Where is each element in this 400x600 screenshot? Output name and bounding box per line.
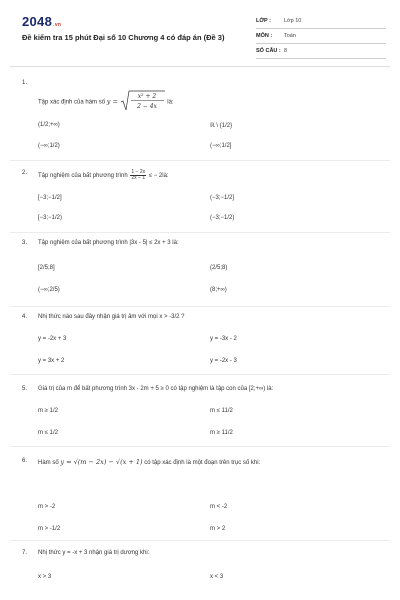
question-number: 2. [22, 170, 28, 176]
question-text [38, 170, 169, 181]
meta-value: Toán [284, 33, 296, 39]
logo[interactable] [22, 14, 61, 29]
option-a[interactable]: m > -2 [38, 504, 56, 510]
option-b[interactable]: m ≤ 11/2 [210, 408, 233, 414]
question-text-main: Tập nghiệm của bất phương trình [38, 173, 128, 180]
question-text-suffix: ≤ − 2là: [148, 173, 169, 180]
option-c[interactable]: [−3;−1/2) [38, 215, 63, 221]
question-divider [10, 306, 390, 307]
option-a[interactable]: [−3;−1/2] [38, 195, 62, 201]
question-text [38, 458, 260, 466]
question-divider [10, 446, 390, 447]
option-b[interactable]: y = -3x - 2 [210, 336, 237, 342]
question-number: 7. [22, 550, 28, 556]
question-number: 5. [22, 386, 28, 392]
question-number: 6. [22, 458, 28, 464]
question-text [38, 90, 174, 114]
option-b[interactable]: (−3;−1/2] [210, 195, 235, 201]
option-c[interactable]: y = 3x + 2 [38, 358, 65, 364]
question-divider [10, 374, 390, 375]
option-a[interactable]: (1/2;+∞) [38, 122, 60, 128]
question-number: 4. [22, 314, 28, 320]
question-text: Nhị thức nào sau đây nhận giá trị âm với mọi x > -3/2 ? [38, 314, 185, 320]
option-d[interactable]: (−3;−1/2) [210, 215, 235, 221]
option-b[interactable]: m < -2 [210, 504, 228, 510]
question-text: Giá trị của m để bất phương trình 3x - 2m + 5 ≥ 0 có tập nghiệm là tập con của [2;+∞) là: [38, 386, 274, 392]
question-divider [10, 232, 390, 233]
formula-lhs: y = [106, 97, 118, 106]
option-a[interactable]: m ≥ 1/2 [38, 408, 58, 414]
sqrt-formula [120, 90, 166, 114]
meta-label: SỐ CÂU : [256, 48, 281, 54]
question-divider [10, 160, 390, 161]
question-text-prefix: Tập xác định của hàm số [38, 99, 106, 106]
option-a[interactable]: x > 3 [38, 574, 52, 580]
option-a[interactable]: y = -2x + 3 [38, 336, 67, 342]
question-text-suffix: có tập xác định là một đoạn trên trục số khi: [144, 460, 261, 466]
meta-value: Lớp 10 [284, 18, 302, 24]
question-text-prefix: Hàm số [38, 460, 59, 466]
option-c[interactable]: m > -1/2 [38, 526, 61, 532]
logo-suffix: .vn [53, 22, 62, 28]
formula: y = √(m − 2x) − √(x + 1) [60, 458, 143, 466]
option-c[interactable]: m ≤ 1/2 [38, 430, 58, 436]
option-c[interactable]: (−∞;2/5) [38, 287, 60, 293]
question-text-suffix: là: [167, 99, 174, 106]
option-b[interactable]: ℝ \ {1/2} [210, 123, 233, 129]
header-divider [10, 66, 390, 67]
option-d[interactable]: (−∞;1/2] [210, 143, 232, 149]
option-c[interactable]: (−∞;1/2) [38, 143, 60, 149]
option-d[interactable]: y = -2x - 3 [210, 358, 237, 364]
meta-row-count [256, 44, 386, 59]
option-d[interactable]: m ≥ 11/2 [210, 430, 233, 436]
option-d[interactable]: (8;+∞) [210, 287, 227, 293]
header [0, 0, 400, 62]
sqrt-symbol-icon [120, 90, 166, 112]
option-b[interactable]: x < 3 [210, 574, 224, 580]
document-title: Đề kiểm tra 15 phút Đại số 10 Chương 4 có đáp án (Đề 3) [22, 33, 225, 42]
meta-label: MÔN : [256, 33, 273, 39]
question-divider [10, 540, 390, 541]
option-d[interactable]: m > 2 [210, 526, 226, 532]
question-text: Nhị thức y = -x + 3 nhận giá trị dương khi: [38, 550, 150, 556]
meta-value: 8 [284, 48, 288, 54]
meta-row-subject [256, 29, 386, 44]
question-text: Tập nghiệm của bất phương trình |3x - 5| ≤ 2x + 3 là: [38, 240, 179, 246]
logo-main: 2048 [22, 14, 53, 29]
question-number: 1. [22, 80, 28, 86]
option-a[interactable]: [2/5;8] [38, 265, 55, 271]
meta-label: LỚP : [256, 18, 271, 24]
inline-fraction: $\frac{1 - 2x}{2x - 1}$ [131, 169, 146, 181]
question-number: 3. [22, 240, 28, 246]
sqrt-denominator: 2 − 4x [136, 103, 157, 110]
meta-panel [256, 14, 386, 59]
meta-row-class [256, 14, 386, 29]
sqrt-numerator: x² + 2 [137, 93, 156, 100]
option-b[interactable]: (2/5;8) [210, 265, 228, 271]
